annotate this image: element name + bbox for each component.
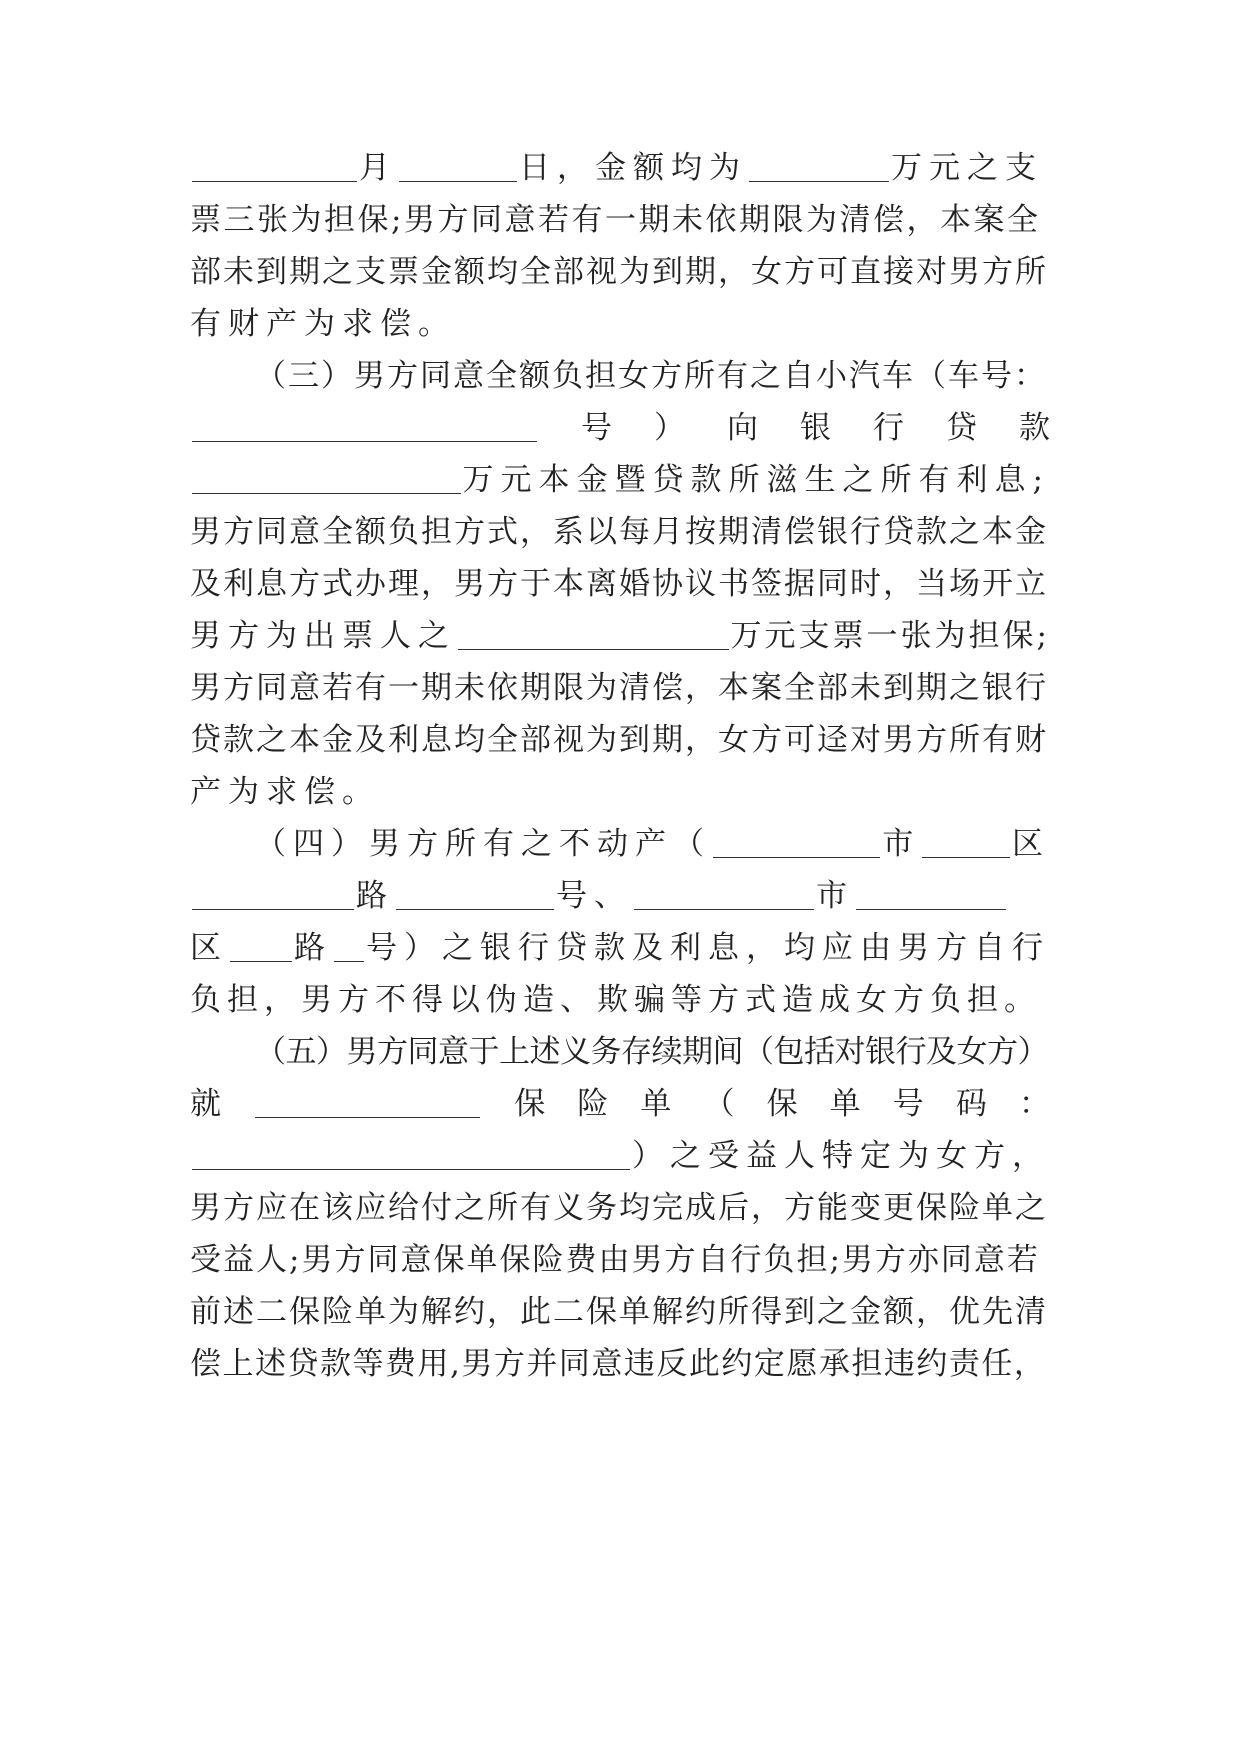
text-segment: （四）男方所有之不动产（ xyxy=(255,826,711,862)
text-char: 银 xyxy=(800,410,831,446)
text-segment: 月 xyxy=(359,150,397,186)
text-segment: 日，金额均为 xyxy=(519,150,747,186)
fill-blank xyxy=(192,879,354,910)
fill-blank xyxy=(458,619,729,650)
text-line xyxy=(190,404,1050,452)
text-line xyxy=(190,612,1050,660)
text-line: 偿上述贷款等费用,男方并同意违反此约定愿承担违约责任， xyxy=(190,1346,1047,1382)
fill-blank xyxy=(856,879,1006,910)
fill-blank xyxy=(749,151,889,182)
text-char: 险 xyxy=(577,1086,609,1122)
text-segment: 市 xyxy=(816,878,854,914)
text-segment: 万元之支 xyxy=(891,150,1043,186)
text-line: 有财产为求偿。 xyxy=(190,306,456,342)
fill-blank xyxy=(192,411,537,442)
text-segment: ）之受益人特定为女方， xyxy=(632,1138,1050,1174)
text-char: 号 xyxy=(581,410,612,446)
text-char: 单 xyxy=(640,1086,672,1122)
text-segment: 号、 xyxy=(556,878,632,914)
text-line: 受益人;男方同意保单保险费由男方自行负担;男方亦同意若 xyxy=(190,1242,1040,1278)
text-char: 款 xyxy=(1019,410,1050,446)
fill-blank xyxy=(634,879,814,910)
text-char: 码 xyxy=(955,1086,987,1122)
text-segment: 万元支票一张为担保; xyxy=(730,618,1050,654)
text-line xyxy=(190,872,1050,920)
text-line: 贷款之本金及利息均全部视为到期，女方可迳对男方所有财 xyxy=(190,722,1048,758)
text-segment: 万元本金暨贷款所滋生之所有利息; xyxy=(462,462,1050,498)
text-char: 单 xyxy=(829,1086,861,1122)
text-char: 就 xyxy=(190,1086,221,1122)
text-line: 负担，男方不得以伪造、欺骗等方式造成女方负担。 xyxy=(190,982,1041,1018)
text-line: 男方同意全额负担方式，系以每月按期清偿银行贷款之本金 xyxy=(190,514,1048,550)
text-line: 票三张为担保;男方同意若有一期未依期限为清偿，本案全 xyxy=(190,202,1041,238)
section-heading-5: （五）男方同意于上述义务存续期间（包括对银行及女方） xyxy=(255,1034,1048,1070)
text-line: 男方同意若有一期未依期限为清偿，本案全部未到期之银行 xyxy=(190,670,1048,706)
text-line: 部未到期之支票金额均全部视为到期，女方可直接对男方所 xyxy=(190,254,1048,290)
text-line: 产为求偿。 xyxy=(190,774,380,810)
text-segment: 区 xyxy=(1012,826,1050,862)
text-line xyxy=(190,1132,1050,1180)
text-char: ） xyxy=(654,410,685,446)
text-char: 号 xyxy=(892,1086,924,1122)
fill-blank xyxy=(230,931,292,962)
text-line: 及利息方式办理，男方于本离婚协议书签据同时，当场开立 xyxy=(190,566,1048,602)
text-line: 前述二保险单为解约，此二保单解约所得到之金额，优先清 xyxy=(190,1294,1048,1330)
text-char: （ xyxy=(703,1086,735,1122)
fill-blank xyxy=(192,151,357,182)
fill-blank xyxy=(922,827,1010,858)
text-segment: 号）之银行贷款及利息，均应由男方自行 xyxy=(366,930,1050,966)
text-line xyxy=(190,924,1050,972)
text-segment: 男方为出票人之 xyxy=(190,618,456,654)
text-segment: 路 xyxy=(294,930,333,966)
fill-blank xyxy=(192,463,461,494)
text-char: 贷 xyxy=(946,410,977,446)
text-line xyxy=(190,1080,1050,1128)
text-char: 向 xyxy=(727,410,758,446)
text-segment: 区 xyxy=(190,930,228,966)
text-segment: 路 xyxy=(356,878,394,914)
fill-blank xyxy=(399,151,517,182)
text-char: 保 xyxy=(766,1086,798,1122)
text-line: 男方应在该应给付之所有义务均完成后，方能变更保险单之 xyxy=(190,1190,1048,1226)
text-segment: 市 xyxy=(882,826,921,862)
text-line xyxy=(190,456,1050,504)
text-char: ： xyxy=(1018,1086,1050,1122)
fill-blank xyxy=(334,931,364,962)
text-line xyxy=(190,144,1050,192)
fill-blank xyxy=(192,1139,630,1170)
fill-blank xyxy=(255,1087,480,1118)
fill-blank xyxy=(396,879,554,910)
fill-blank xyxy=(713,827,880,858)
text-char: 行 xyxy=(873,410,904,446)
section-heading-3: （三）男方同意全额负担女方所有之自小汽车（车号： xyxy=(255,358,1047,394)
text-char: 保 xyxy=(514,1086,546,1122)
section-heading-4 xyxy=(255,820,1050,868)
